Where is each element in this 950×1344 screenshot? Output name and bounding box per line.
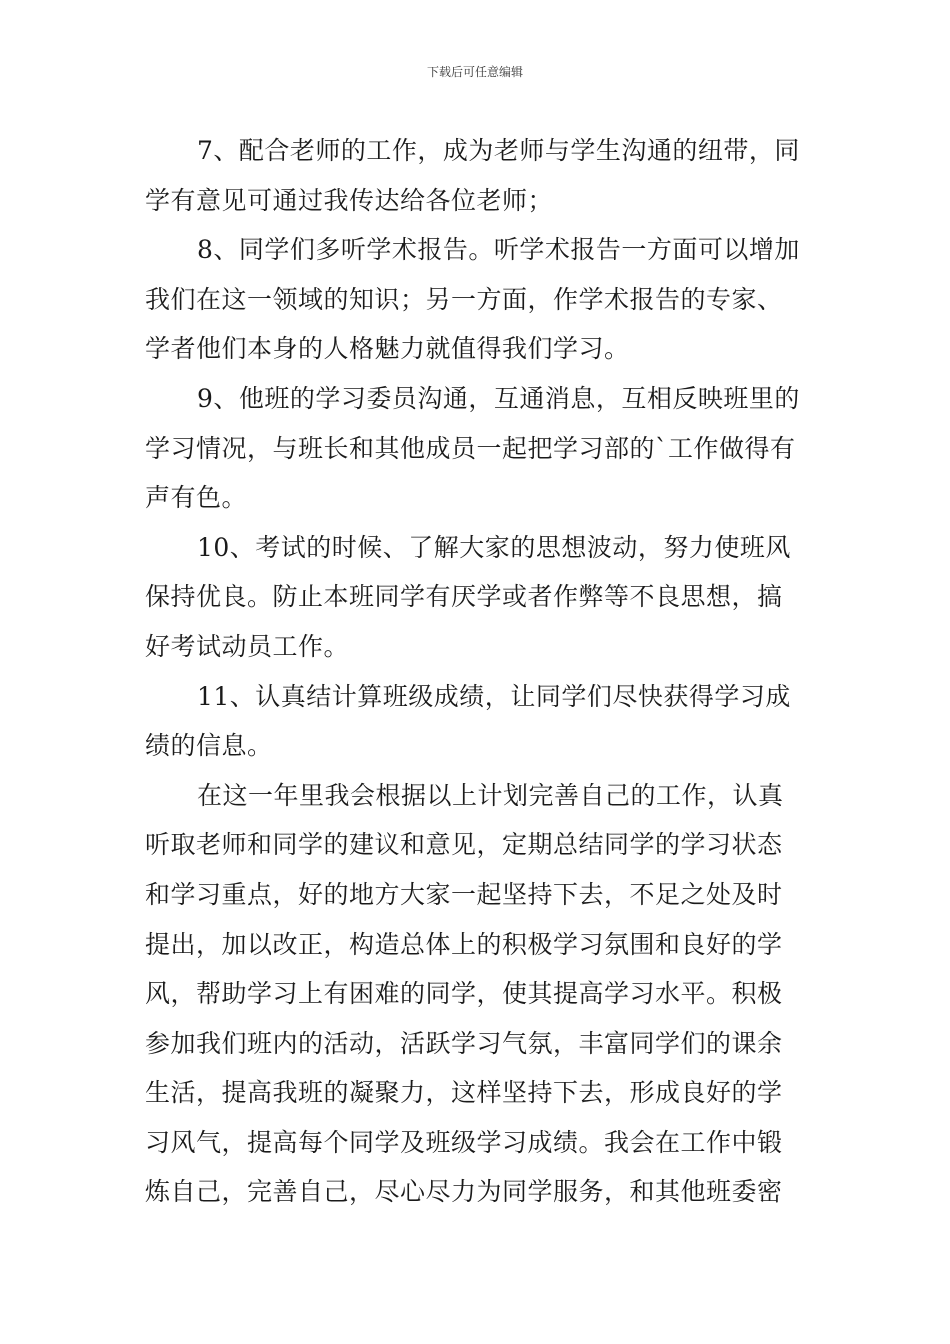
text-line: 我们在这一领域的知识；另一方面，作学术报告的专家、 (145, 284, 783, 314)
text-line: 听取老师和同学的建议和意见，定期总结同学的学习状态 (145, 830, 783, 860)
text-line: 参加我们班内的活动，活跃学习气氛，丰富同学们的课余 (145, 1028, 783, 1058)
text-line: 在这一年里我会根据以上计划完善自己的工作，认真 (197, 780, 784, 810)
text-line: 习风气，提高每个同学及班级学习成绩。我会在工作中锻 (145, 1127, 783, 1157)
text-line: 学有意见可通过我传达给各位老师； (145, 185, 554, 215)
text-line: 8、同学们多听学术报告。听学术报告一方面可以增加 (197, 235, 800, 265)
paragraph-item-9 (145, 374, 811, 523)
paragraph-item-7 (145, 126, 811, 225)
text-line: 9、他班的学习委员沟通，互通消息，互相反映班里的 (197, 383, 800, 413)
document-body (145, 126, 811, 1217)
text-line: 提出，加以改正，构造总体上的积极学习氛围和良好的学 (145, 929, 783, 959)
text-line: 10、考试的时候、了解大家的思想波动，努力使班风 (197, 532, 791, 562)
text-line: 学者他们本身的人格魅力就值得我们学习。 (145, 334, 630, 364)
paragraph-summary (145, 771, 811, 1217)
paragraph-item-10 (145, 523, 811, 672)
text-line: 和学习重点，好的地方大家一起坚持下去，不足之处及时 (145, 879, 783, 909)
paragraph-item-8 (145, 225, 811, 374)
text-line: 炼自己，完善自己，尽心尽力为同学服务，和其他班委密 (145, 1177, 783, 1207)
text-line: 声有色。 (145, 483, 248, 513)
text-line: 风，帮助学习上有困难的同学，使其提高学习水平。积极 (145, 979, 783, 1009)
text-line: 7、配合老师的工作，成为老师与学生沟通的纽带，同 (197, 136, 800, 165)
text-line: 好考试动员工作。 (145, 631, 350, 661)
page-header-note: 下载后可任意编辑 (426, 65, 523, 79)
text-line: 生活，提高我班的凝聚力，这样坚持下去，形成良好的学 (145, 1078, 783, 1108)
text-line: 绩的信息。 (145, 731, 273, 761)
text-line: 保持优良。防止本班同学有厌学或者作弊等不良思想，搞 (145, 582, 783, 612)
text-line: 11、认真结计算班级成绩，让同学们尽快获得学习成 (197, 681, 791, 711)
text-line: 学习情况，与班长和其他成员一起把学习部的`工作做得有 (145, 433, 796, 463)
paragraph-item-11 (145, 672, 811, 771)
